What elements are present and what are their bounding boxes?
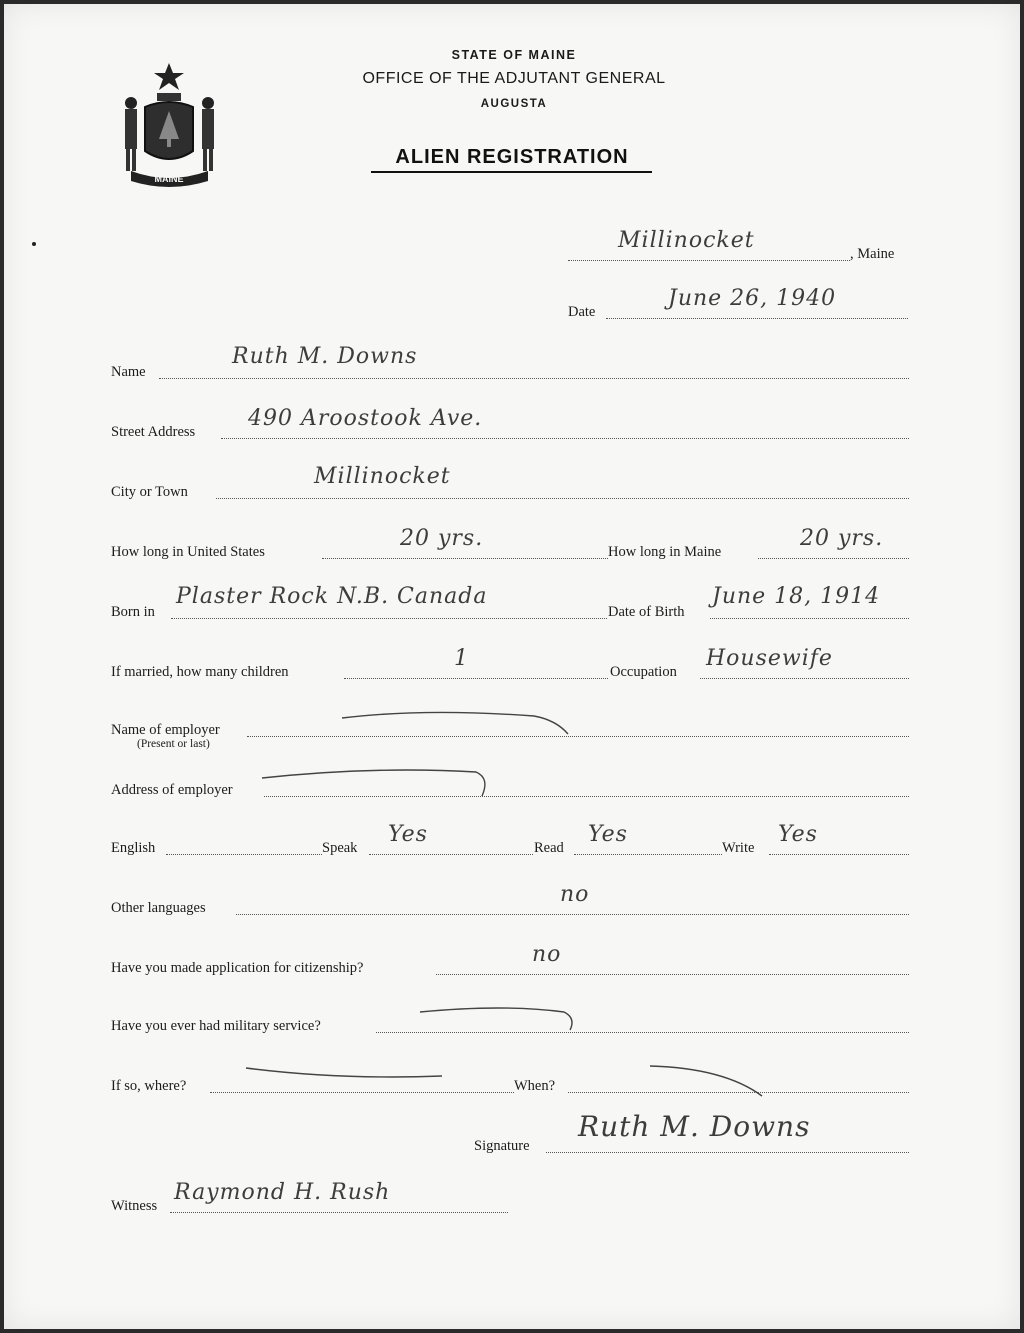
citizenship-label: Have you made application for citizenship? [111, 960, 364, 976]
if-so-where-dash-stroke [240, 1060, 450, 1090]
how-long-maine-value: 20 yrs. [800, 526, 884, 551]
speak-value: Yes [388, 822, 428, 847]
employer-name-sublabel: (Present or last) [137, 738, 210, 750]
military-dash-stroke [414, 1000, 584, 1036]
if-so-where-label: If so, where? [111, 1078, 187, 1094]
children-label: If married, how many children [111, 664, 289, 680]
military-service-field-line[interactable] [376, 1032, 909, 1033]
signature-value: Ruth M. Downs [578, 1110, 811, 1143]
date-of-birth-field-line[interactable] [710, 618, 909, 619]
how-long-us-label: How long in United States [111, 544, 265, 560]
witness-value: Raymond H. Rush [174, 1180, 391, 1205]
english-field-line[interactable] [166, 854, 322, 855]
how-long-maine-field-line[interactable] [758, 558, 909, 559]
occupation-label: Occupation [610, 664, 677, 680]
seal-banner-text: MAINE [154, 174, 184, 184]
date-label: Date [568, 304, 596, 320]
employer-name-dash-stroke [334, 704, 574, 744]
citizenship-value: no [532, 942, 562, 967]
header-city: AUGUSTA [480, 98, 548, 110]
signature-label: Signature [474, 1138, 530, 1154]
city-or-town-label: City or Town [111, 484, 188, 500]
write-label: Write [722, 840, 755, 856]
employer-address-label: Address of employer [111, 782, 233, 798]
occupation-field-line[interactable] [700, 678, 909, 679]
place-value: Millinocket [618, 228, 755, 253]
born-in-value: Plaster Rock N.B. Canada [176, 584, 488, 609]
children-value: 1 [454, 646, 469, 671]
other-languages-value: no [560, 882, 590, 907]
born-in-field-line[interactable] [171, 618, 607, 619]
form-title: ALIEN REGISTRATION [395, 146, 629, 168]
name-label: Name [111, 364, 146, 380]
how-long-us-value: 20 yrs. [400, 526, 484, 551]
witness-label: Witness [111, 1198, 158, 1214]
date-value: June 26, 1940 [668, 286, 837, 311]
maine-state-seal-icon [117, 59, 222, 189]
when-label: When? [514, 1078, 556, 1094]
english-label: English [111, 840, 156, 856]
witness-field-line[interactable] [170, 1212, 508, 1213]
name-value: Ruth M. Downs [232, 344, 418, 369]
street-address-label: Street Address [111, 424, 196, 440]
name-field-line[interactable] [159, 378, 909, 379]
when-dash-stroke [644, 1056, 774, 1100]
military-service-label: Have you ever had military service? [111, 1018, 321, 1034]
scan-speck [32, 242, 36, 246]
other-languages-field-line[interactable] [236, 914, 909, 915]
employer-address-dash-stroke [254, 764, 494, 804]
street-address-field-line[interactable] [221, 438, 909, 439]
street-address-value: 490 Aroostook Ave. [248, 406, 483, 431]
header-office: OFFICE OF THE ADJUTANT GENERAL [362, 70, 666, 87]
read-value: Yes [588, 822, 628, 847]
employer-name-field-line[interactable] [247, 736, 909, 737]
employer-name-label: Name of employer [111, 722, 220, 738]
place-field-line[interactable] [568, 260, 850, 261]
citizenship-field-line[interactable] [436, 974, 909, 975]
speak-field-line[interactable] [369, 854, 533, 855]
registration-form-page [4, 4, 1020, 1329]
write-field-line[interactable] [769, 854, 909, 855]
read-label: Read [534, 840, 564, 856]
city-or-town-field-line[interactable] [216, 498, 909, 499]
how-long-maine-label: How long in Maine [608, 544, 722, 560]
born-in-label: Born in [111, 604, 155, 620]
city-or-town-value: Millinocket [314, 464, 451, 489]
speak-label: Speak [322, 840, 358, 856]
date-field-line[interactable] [606, 318, 908, 319]
how-long-us-field-line[interactable] [322, 558, 608, 559]
date-of-birth-label: Date of Birth [608, 604, 685, 620]
signature-field-line[interactable] [546, 1152, 909, 1153]
place-suffix: , Maine [850, 246, 895, 262]
if-so-where-field-line[interactable] [210, 1092, 514, 1093]
header-state: STATE OF MAINE [451, 48, 577, 62]
occupation-value: Housewife [706, 646, 833, 671]
write-value: Yes [778, 822, 818, 847]
children-field-line[interactable] [344, 678, 608, 679]
date-of-birth-value: June 18, 1914 [712, 584, 881, 609]
employer-address-field-line[interactable] [264, 796, 909, 797]
when-field-line[interactable] [568, 1092, 909, 1093]
other-languages-label: Other languages [111, 900, 206, 916]
read-field-line[interactable] [574, 854, 722, 855]
title-underline [371, 171, 652, 173]
